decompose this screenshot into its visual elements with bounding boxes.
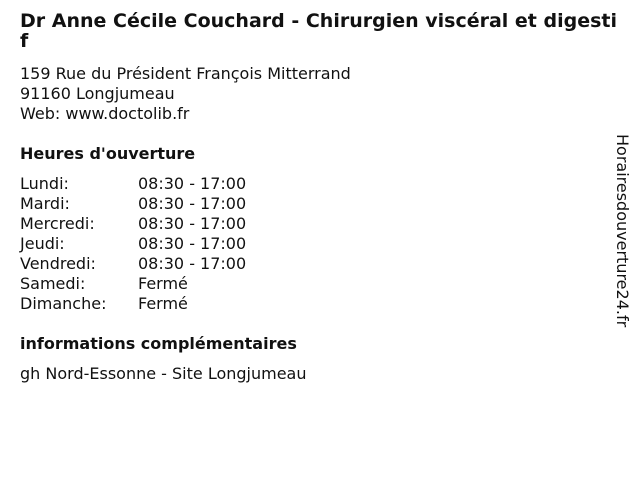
day-label: Mercredi: xyxy=(20,214,95,233)
hours-value: 08:30 - 17:00 xyxy=(138,194,247,213)
hours-row-thursday xyxy=(20,234,246,254)
day-label: Dimanche: xyxy=(20,294,107,313)
hours-row-tuesday xyxy=(20,194,246,214)
address-street: 159 Rue du Président François Mitterrand xyxy=(20,64,351,83)
day-label: Jeudi: xyxy=(20,234,65,253)
hours-value: 08:30 - 17:00 xyxy=(138,234,247,253)
opening-hours-heading: Heures d'ouverture xyxy=(20,144,196,163)
hours-row-wednesday xyxy=(20,214,246,234)
page-title: Dr Anne Cécile Couchard - Chirurgien viscéral et digestif xyxy=(20,10,618,52)
additional-info-heading: informations complémentaires xyxy=(20,334,297,353)
hours-value: Fermé xyxy=(138,274,188,293)
hours-row-friday xyxy=(20,254,246,274)
website-line[interactable]: Web: www.doctolib.fr xyxy=(20,104,190,123)
hours-value: 08:30 - 17:00 xyxy=(138,174,247,193)
additional-info-text: gh Nord-Essonne - Site Longjumeau xyxy=(20,364,307,383)
hours-value: Fermé xyxy=(138,294,188,313)
site-watermark: Horairesdouverture24.fr xyxy=(613,134,632,328)
hours-row-monday xyxy=(20,174,246,194)
day-label: Samedi: xyxy=(20,274,86,293)
hours-value: 08:30 - 17:00 xyxy=(138,254,247,273)
day-label: Lundi: xyxy=(20,174,69,193)
address-city: 91160 Longjumeau xyxy=(20,84,175,103)
hours-row-sunday xyxy=(20,294,246,314)
day-label: Vendredi: xyxy=(20,254,96,273)
hours-row-saturday xyxy=(20,274,246,294)
day-label: Mardi: xyxy=(20,194,70,213)
hours-value: 08:30 - 17:00 xyxy=(138,214,247,233)
address-block xyxy=(20,64,351,124)
opening-hours-table xyxy=(20,174,246,314)
